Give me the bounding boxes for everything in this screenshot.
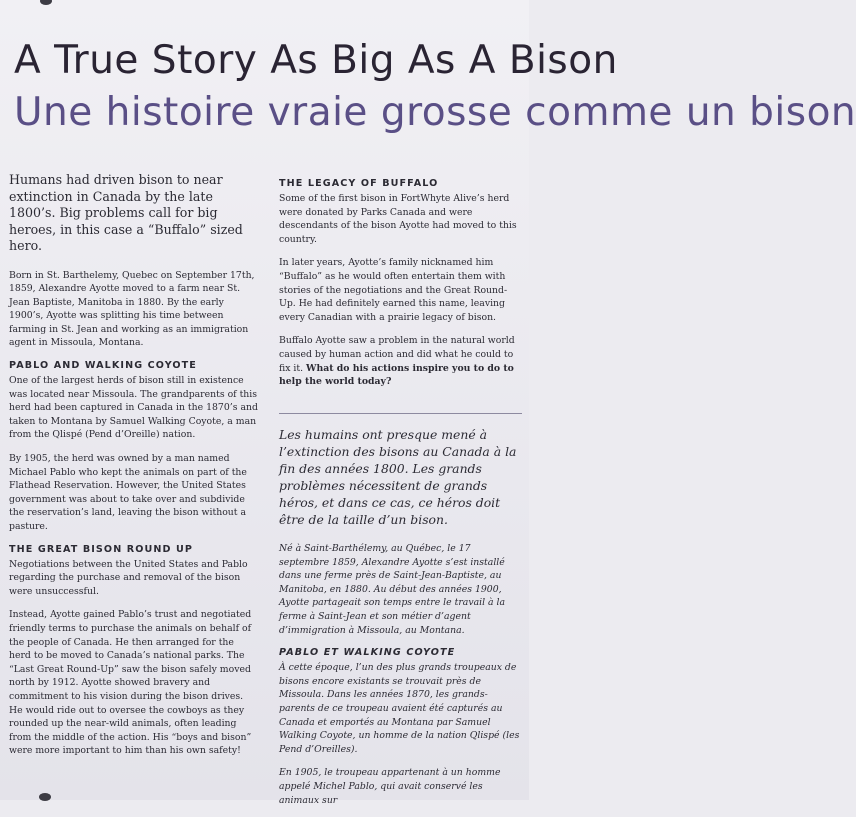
french-lead-paragraph: Les humains ont presque mené à l’extinction des bisons au Canada à la fin des années 1800. Les grands problèmes nécessitent de grands héros, et dans ce cas, ce héros doit être de la taille d’un bison.: [279, 427, 517, 527]
legacy-paragraph-2: In later years, Ayotte’s family nicknamed him “Buffalo” as he would often entertain them with stories of the negotiations and the Great Round-Up. He had definitely earned this name, leaving every Canadian with a prairie legacy of bison.: [279, 257, 508, 323]
french-pablo-paragraph-2: En 1905, le troupeau appartenant à un homme appelé Michel Pablo, qui avait conservé les animaux sur: [279, 767, 501, 806]
legacy-text: Buffalo Ayotte saw a problem in the natural world caused by human action and did what he could to fix it.: [279, 335, 515, 374]
pablo-paragraph-2: By 1905, the herd was owned by a man named Michael Pablo who kept the animals on part of the Flathead Reservation. However, the United States government was about to take over and subdivide the reservation’s land, leaving the bison without a pasture.: [9, 453, 247, 532]
heading-round-up: THE GREAT BISON ROUND UP: [9, 543, 194, 555]
lead-paragraph: Humans had driven bison to near extinction in Canada by the late 1800’s. Big problems call for big heroes, in this case a “Buffalo” sized hero.: [9, 172, 243, 253]
legacy-paragraph-3: [279, 334, 521, 388]
top-screw: [40, 0, 52, 5]
english-left-column: [9, 172, 258, 768]
heading-legacy: THE LEGACY OF BUFFALO: [279, 178, 439, 189]
heading-pablo: PABLO AND WALKING COYOTE: [9, 360, 197, 372]
section-divider: [279, 413, 522, 414]
french-intro-paragraph: Né à Saint-Barthélemy, au Québec, le 17 septembre 1859, Alexandre Ayotte s’est installé dans une ferme près de Saint-Jean-Baptiste, au Manitoba, en 1880. Au début des années 1900, Ayotte partageait son temps entre le travail à la ferme à Saint-Jean et son métier d’agent d’immigration à Missoula, au Montana.: [279, 543, 506, 636]
title-french: Une histoire vraie grosse comme un bison: [14, 90, 856, 135]
french-column: [279, 426, 521, 817]
legacy-question: What do his actions inspire you to do to help the world today?: [279, 362, 514, 388]
bottom-screw: [39, 793, 51, 801]
roundup-paragraph-1: Negotiations between the United States and Pablo regarding the purchase and removal of the bison were unsuccessful.: [9, 558, 248, 597]
pablo-paragraph-1: One of the largest herds of bison still in existence was located near Missoula. The grandparents of this herd had been captured in Canada in the 1870’s and taken to Montana by Samuel Walking Coyote, a man from the Qlispé (Pend d’Oreille) nation.: [9, 375, 258, 441]
roundup-paragraph-2: Instead, Ayotte gained Pablo’s trust and negotiated friendly terms to purchase the animals on behalf of the people of Canada. He then arranged for the herd to be moved to Canada’s national parks. The “Last Great Round-Up” saw the bison safely moved north by 1912. Ayotte showed bravery and commitment to his vision during the bison drives. He would ride out to oversee the cowboys as they rounded up the near-wild animals, often leading from the middle of the action. His “boys and bison” were more important to him than his own safety!: [9, 609, 252, 757]
title-english: A True Story As Big As A Bison: [14, 38, 618, 83]
intro-paragraph: Born in St. Barthelemy, Quebec on September 17th, 1859, Alexandre Ayotte moved to a farm near St. Jean Baptiste, Manitoba in 1880. By the early 1900’s, Ayotte was splitting his time between farming in St. Jean and working as an immigration agent in Missoula, Montana.: [9, 269, 255, 349]
legacy-paragraph-1: Some of the first bison in FortWhyte Alive’s herd were donated by Parks Canada and were descendants of the bison Ayotte had moved to this country.: [279, 193, 517, 245]
french-heading-pablo: PABLO ET WALKING COYOTE: [279, 647, 456, 659]
french-pablo-paragraph-1: À cette époque, l’un des plus grands troupeaux de bisons encore existants se trouvait près de Missoula. Dans les années 1870, les grands-parents de ce troupeau avaient été capturés au Canada et emportés au Montana par Samuel Walking Coyote, un homme de la nation Qlispé (les Pend d’Oreilles).: [279, 662, 520, 755]
english-right-column: [279, 178, 521, 399]
